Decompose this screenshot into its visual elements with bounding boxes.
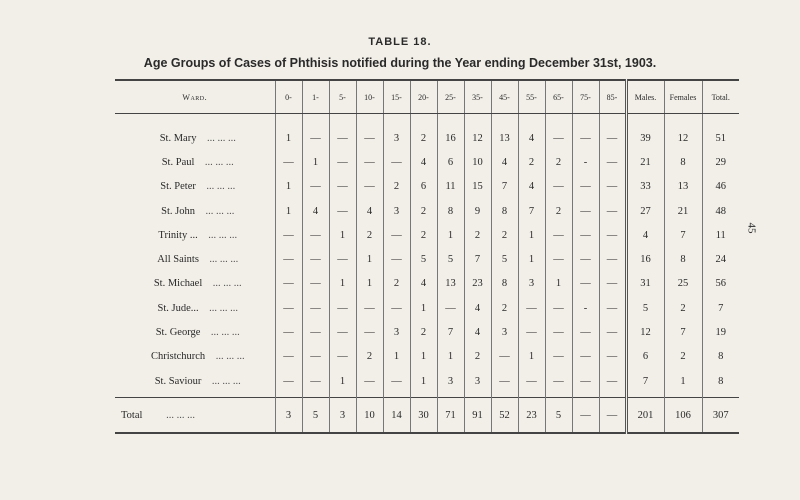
table-cell: —: [491, 345, 518, 369]
table-cell: 1: [329, 369, 356, 398]
total-row: [115, 398, 739, 434]
table-cell: 3: [383, 320, 410, 344]
ward-cell: [115, 114, 275, 151]
table-cell: 7: [491, 175, 518, 199]
table-cell: 12: [626, 320, 664, 344]
header-females: Females: [664, 80, 702, 114]
ward-name: St. Peter: [160, 181, 196, 193]
table-cell: 11: [702, 223, 739, 247]
table-cell: 8: [702, 369, 739, 398]
table-cell: 4: [464, 296, 491, 320]
ward-cell: [115, 296, 275, 320]
table-cell: 27: [626, 199, 664, 223]
table-cell: —: [302, 114, 329, 151]
dot-leader: ... ... ...: [204, 156, 234, 168]
table-cell: 8: [437, 199, 464, 223]
total-value: 91: [464, 398, 491, 434]
table-cell: 2: [356, 223, 383, 247]
table-cell: —: [545, 345, 572, 369]
table-cell: 21: [664, 199, 702, 223]
table-cell: 7: [437, 320, 464, 344]
table-cell: 2: [545, 150, 572, 174]
total-value: 3: [329, 398, 356, 434]
table-cell: —: [302, 320, 329, 344]
table-cell: 4: [410, 150, 437, 174]
table-caption: Age Groups of Cases of Phthisis notified during the Year ending December 31st, 1903.: [143, 56, 657, 70]
table-cell: 4: [410, 272, 437, 296]
table-cell: —: [356, 114, 383, 151]
ward-name: St. Paul: [161, 156, 195, 168]
table-cell: —: [545, 369, 572, 398]
table-cell: —: [599, 320, 626, 344]
total-value: 201: [626, 398, 664, 434]
table-cell: 8: [491, 199, 518, 223]
table-cell: —: [356, 296, 383, 320]
table-cell: 2: [383, 272, 410, 296]
table-cell: 5: [491, 247, 518, 271]
table-cell: —: [437, 296, 464, 320]
table-cell: 3: [437, 369, 464, 398]
header-age: 20-: [410, 80, 437, 114]
ward-cell: [115, 247, 275, 271]
table-row: [115, 175, 739, 199]
table-cell: 9: [464, 199, 491, 223]
header-age: 55-: [518, 80, 545, 114]
table-cell: —: [572, 223, 599, 247]
table-cell: 8: [491, 272, 518, 296]
total-value: 3: [275, 398, 302, 434]
table-cell: -: [572, 296, 599, 320]
dot-leader: ... ... ...: [209, 254, 239, 266]
table-cell: 1: [410, 369, 437, 398]
table-cell: —: [302, 296, 329, 320]
table-cell: —: [329, 247, 356, 271]
table-cell: 1: [518, 223, 545, 247]
table-cell: —: [599, 296, 626, 320]
table-cell: —: [275, 247, 302, 271]
table-cell: 3: [491, 320, 518, 344]
table-cell: 7: [702, 296, 739, 320]
table-cell: 8: [664, 150, 702, 174]
table-cell: 2: [464, 223, 491, 247]
table-cell: 3: [518, 272, 545, 296]
table-cell: 4: [518, 175, 545, 199]
table-cell: 2: [410, 114, 437, 151]
table-cell: —: [545, 114, 572, 151]
table-cell: —: [302, 175, 329, 199]
table-cell: —: [302, 369, 329, 398]
table-cell: 12: [464, 114, 491, 151]
table-cell: 48: [702, 199, 739, 223]
ward-cell: [115, 175, 275, 199]
table-cell: —: [572, 175, 599, 199]
table-cell: —: [356, 175, 383, 199]
header-total: Total.: [702, 80, 739, 114]
table-cell: —: [275, 296, 302, 320]
dot-leader: ... ... ...: [211, 375, 241, 387]
table-cell: 1: [356, 247, 383, 271]
table-cell: —: [545, 296, 572, 320]
total-label: Total: [121, 409, 143, 421]
table-cell: —: [275, 150, 302, 174]
table-cell: 3: [383, 199, 410, 223]
table-cell: —: [599, 272, 626, 296]
table-cell: 7: [518, 199, 545, 223]
table-cell: 1: [302, 150, 329, 174]
table-cell: 2: [410, 223, 437, 247]
table-cell: —: [572, 345, 599, 369]
table-cell: 1: [664, 369, 702, 398]
table-row: [115, 369, 739, 398]
table-cell: 25: [664, 272, 702, 296]
table-row: [115, 199, 739, 223]
ward-cell: [115, 223, 275, 247]
table-cell: 2: [464, 345, 491, 369]
table-cell: 2: [545, 199, 572, 223]
table-cell: —: [383, 369, 410, 398]
table-cell: 13: [491, 114, 518, 151]
dot-leader: ... ... ...: [205, 205, 235, 217]
table-cell: —: [599, 247, 626, 271]
table-cell: 1: [545, 272, 572, 296]
header-males: Males.: [626, 80, 664, 114]
table-cell: 31: [626, 272, 664, 296]
ward-name: All Saints: [157, 254, 199, 266]
ward-name: Trinity ...: [158, 229, 198, 241]
table-cell: —: [599, 223, 626, 247]
phthisis-age-table: [115, 79, 739, 434]
table-cell: 4: [626, 223, 664, 247]
table-cell: —: [599, 150, 626, 174]
table-cell: —: [275, 369, 302, 398]
dot-leader: ... ... ...: [206, 181, 236, 193]
table-cell: —: [275, 223, 302, 247]
table-cell: 4: [302, 199, 329, 223]
header-age: 65-: [545, 80, 572, 114]
table-cell: —: [545, 175, 572, 199]
table-cell: —: [572, 247, 599, 271]
table-cell: 2: [356, 345, 383, 369]
table-cell: 3: [383, 114, 410, 151]
ward-cell: [115, 369, 275, 398]
table-cell: 13: [664, 175, 702, 199]
table-cell: 11: [437, 175, 464, 199]
table-cell: 8: [702, 345, 739, 369]
dot-leader: ... ... ...: [206, 132, 236, 144]
table-cell: —: [599, 345, 626, 369]
dot-leader: ... ... ...: [166, 409, 195, 421]
table-cell: —: [329, 296, 356, 320]
table-cell: 24: [702, 247, 739, 271]
total-value: 10: [356, 398, 383, 434]
table-cell: 2: [664, 345, 702, 369]
table-cell: 16: [626, 247, 664, 271]
total-value: 5: [302, 398, 329, 434]
header-age: 35-: [464, 80, 491, 114]
table-cell: 7: [626, 369, 664, 398]
ward-cell: [115, 199, 275, 223]
table-cell: —: [329, 150, 356, 174]
table-cell: 1: [275, 175, 302, 199]
table-cell: 1: [410, 296, 437, 320]
dot-leader: ... ... ...: [209, 302, 238, 314]
table-cell: —: [599, 199, 626, 223]
header-age: 0-: [275, 80, 302, 114]
table-cell: 2: [664, 296, 702, 320]
table-cell: 1: [437, 345, 464, 369]
table-cell: 1: [329, 223, 356, 247]
total-value: 5: [545, 398, 572, 434]
table-body: [115, 114, 739, 398]
table-row: [115, 150, 739, 174]
table-cell: —: [302, 247, 329, 271]
table-cell: 1: [356, 272, 383, 296]
table-cell: 2: [410, 199, 437, 223]
total-value: 71: [437, 398, 464, 434]
ward-cell: [115, 272, 275, 296]
table-cell: —: [545, 223, 572, 247]
table-cell: 1: [275, 199, 302, 223]
table-number: TABLE 18.: [368, 36, 432, 48]
table-cell: 5: [437, 247, 464, 271]
header-age: 1-: [302, 80, 329, 114]
table-cell: 1: [518, 247, 545, 271]
ward-name: St. Michael: [153, 278, 203, 290]
header-age: 85-: [599, 80, 626, 114]
total-value: 23: [518, 398, 545, 434]
table-cell: —: [302, 272, 329, 296]
table-row: [115, 296, 739, 320]
dot-leader: ... ... ...: [215, 351, 245, 363]
table-cell: 5: [410, 247, 437, 271]
total-value: —: [572, 398, 599, 434]
table-row: [115, 247, 739, 271]
ward-name: Christchurch: [150, 351, 206, 363]
table-cell: 51: [702, 114, 739, 151]
table-cell: —: [275, 320, 302, 344]
table-cell: —: [356, 369, 383, 398]
table-cell: 33: [626, 175, 664, 199]
table-cell: 16: [437, 114, 464, 151]
table-row: [115, 345, 739, 369]
header-age: 25-: [437, 80, 464, 114]
table-cell: 4: [518, 114, 545, 151]
header-ward: Ward.: [115, 80, 275, 114]
table-cell: —: [302, 223, 329, 247]
table-cell: 19: [702, 320, 739, 344]
table-row: [115, 272, 739, 296]
ward-cell: [115, 345, 275, 369]
table-cell: —: [599, 114, 626, 151]
table-cell: —: [329, 199, 356, 223]
table-cell: —: [383, 223, 410, 247]
dot-leader: ... ... ...: [212, 278, 242, 290]
ward-name: St. Mary: [159, 132, 197, 144]
table-cell: 13: [437, 272, 464, 296]
table-cell: 6: [626, 345, 664, 369]
table-cell: —: [518, 296, 545, 320]
table-cell: 2: [410, 320, 437, 344]
table-cell: 2: [491, 296, 518, 320]
table-cell: —: [572, 114, 599, 151]
table-row: [115, 320, 739, 344]
table-cell: 23: [464, 272, 491, 296]
table-cell: 8: [664, 247, 702, 271]
table-cell: —: [599, 369, 626, 398]
table-cell: 7: [464, 247, 491, 271]
total-value: 14: [383, 398, 410, 434]
total-cell: [115, 398, 275, 434]
table-cell: —: [329, 175, 356, 199]
table-cell: —: [329, 345, 356, 369]
table-cell: 10: [464, 150, 491, 174]
page-number: 45: [745, 222, 758, 234]
header-age: 45-: [491, 80, 518, 114]
dot-leader: ... ... ...: [208, 229, 238, 241]
table-cell: —: [275, 272, 302, 296]
ward-name: St. Jude...: [157, 302, 199, 314]
table-cell: 2: [518, 150, 545, 174]
table-cell: 5: [626, 296, 664, 320]
table-cell: —: [275, 345, 302, 369]
table-cell: 1: [518, 345, 545, 369]
table-cell: —: [518, 369, 545, 398]
ward-name: St. Saviour: [154, 375, 202, 387]
ward-name: St. George: [155, 327, 201, 339]
table-cell: —: [572, 272, 599, 296]
table-cell: 4: [464, 320, 491, 344]
table-cell: 1: [329, 272, 356, 296]
table-cell: —: [383, 296, 410, 320]
table-cell: —: [572, 320, 599, 344]
table-cell: 3: [464, 369, 491, 398]
header-row: [115, 80, 739, 114]
header-age: 75-: [572, 80, 599, 114]
table-cell: 2: [383, 175, 410, 199]
table-cell: 7: [664, 320, 702, 344]
table-cell: 1: [383, 345, 410, 369]
dot-leader: ... ... ...: [210, 327, 240, 339]
table-cell: —: [383, 247, 410, 271]
table-cell: —: [329, 114, 356, 151]
table-cell: 4: [491, 150, 518, 174]
table-cell: 46: [702, 175, 739, 199]
table-cell: —: [545, 247, 572, 271]
table-row: [115, 223, 739, 247]
table-cell: 12: [664, 114, 702, 151]
table-cell: 1: [437, 223, 464, 247]
table-cell: 1: [410, 345, 437, 369]
table-cell: 6: [437, 150, 464, 174]
table-cell: —: [572, 369, 599, 398]
ward-cell: [115, 320, 275, 344]
table-cell: 15: [464, 175, 491, 199]
table-cell: —: [545, 320, 572, 344]
table-cell: —: [383, 150, 410, 174]
table-cell: 29: [702, 150, 739, 174]
table-cell: 2: [491, 223, 518, 247]
table-cell: 6: [410, 175, 437, 199]
table-cell: -: [572, 150, 599, 174]
total-value: —: [599, 398, 626, 434]
table-row: [115, 114, 739, 151]
ward-name: St. John: [161, 205, 195, 217]
table-cell: 21: [626, 150, 664, 174]
total-value: 307: [702, 398, 739, 434]
header-age: 10-: [356, 80, 383, 114]
total-value: 106: [664, 398, 702, 434]
table-cell: —: [356, 150, 383, 174]
table-cell: 56: [702, 272, 739, 296]
header-age: 15-: [383, 80, 410, 114]
table-cell: —: [356, 320, 383, 344]
ward-cell: [115, 150, 275, 174]
table-cell: —: [599, 175, 626, 199]
table-cell: 4: [356, 199, 383, 223]
table-cell: —: [572, 199, 599, 223]
table-cell: —: [518, 320, 545, 344]
table-cell: 7: [664, 223, 702, 247]
total-value: 52: [491, 398, 518, 434]
header-age: 5-: [329, 80, 356, 114]
table-cell: —: [491, 369, 518, 398]
table-cell: 39: [626, 114, 664, 151]
table-cell: —: [329, 320, 356, 344]
table-cell: —: [302, 345, 329, 369]
table-cell: 1: [275, 114, 302, 151]
total-value: 30: [410, 398, 437, 434]
